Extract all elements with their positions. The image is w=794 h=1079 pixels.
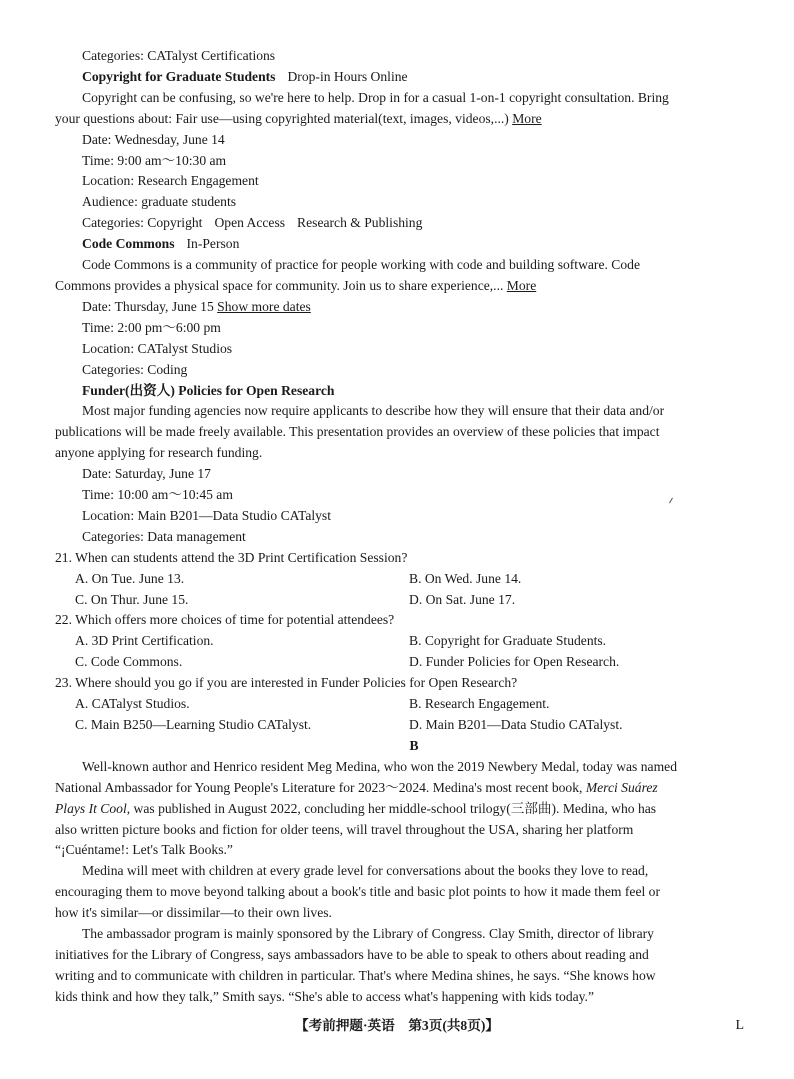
event-categories xyxy=(55,213,773,234)
category-copyright: Categories: Copyright xyxy=(82,215,203,231)
option-a: A. 3D Print Certification. xyxy=(75,633,214,649)
paper-version-label: L xyxy=(735,1018,744,1033)
question-options-row xyxy=(55,652,773,673)
passage-line: The ambassador program is mainly sponsored by the Library of Congress. Clay Smith, director of library xyxy=(82,926,654,942)
passage-line: how it's similar—or dissimilar—to their own lives. xyxy=(55,905,332,921)
event-location: Location: CATalyst Studios xyxy=(82,340,233,356)
question-options-row xyxy=(55,694,773,715)
option-b: B. Research Engagement. xyxy=(409,696,550,712)
passage-line: Medina will meet with children at every grade level for conversations about the books they love to read, xyxy=(82,863,649,879)
event-desc-line: Copyright can be confusing, so we're here to help. Drop in for a casual 1-on-1 copyright consultation. Bring xyxy=(82,89,669,105)
event-categories-certifications: Categories: CATalyst Certifications xyxy=(82,48,276,63)
more-link[interactable]: More xyxy=(512,110,542,126)
question-stem: 23. Where should you go if you are interested in Funder Policies for Open Research? xyxy=(55,675,518,691)
event-time: Time: 2:00 pm～6:00 pm xyxy=(82,319,221,335)
option-b: B. Copyright for Graduate Students. xyxy=(409,633,607,649)
passage-line xyxy=(55,778,773,799)
passage-line: encouraging them to move beyond talking about a book's title and basic plot points to how it made them feel or xyxy=(55,884,660,900)
event-title: Code Commons xyxy=(82,236,175,252)
question-options-row xyxy=(55,590,773,611)
event-audience: Audience: graduate students xyxy=(82,194,237,210)
question-stem: 22. Which offers more choices of time for potential attendees? xyxy=(55,612,395,628)
option-c: C. On Thur. June 15. xyxy=(75,591,189,607)
passage-line: “¡Cuéntame!: Let's Talk Books.” xyxy=(55,842,233,858)
event-location: Location: Research Engagement xyxy=(82,173,259,189)
question-options-row xyxy=(55,715,773,736)
event-title: Funder(出资人) Policies for Open Research xyxy=(82,382,335,398)
event-desc-line: anyone applying for research funding. xyxy=(55,445,263,461)
passage-line: also written picture books and fiction for older teens, will travel throughout the USA, sharing her platform xyxy=(55,821,634,837)
question-stem: 21. When can students attend the 3D Print Certification Session? xyxy=(55,549,408,565)
event-desc-line: publications will be made freely available. This presentation provides an overview of these policies that impact xyxy=(55,424,660,440)
event-date: Date: Saturday, June 17 xyxy=(82,466,211,482)
event-categories: Categories: Data management xyxy=(82,528,246,544)
question-options-row xyxy=(55,569,773,590)
more-link[interactable]: More xyxy=(506,277,537,293)
option-b: B. On Wed. June 14. xyxy=(409,570,522,586)
event-date xyxy=(55,297,773,318)
event-date-text: Date: Thursday, June 15 xyxy=(82,298,214,314)
question-options-row xyxy=(55,631,773,652)
event-heading-copyright xyxy=(55,67,773,88)
event-desc-line: Most major funding agencies now require applicants to describe how they will ensure that their data and/or xyxy=(82,403,665,419)
passage-text: , was published in August 2022, concluding her middle-school trilogy(三部曲). Medina, who has xyxy=(126,800,657,816)
event-categories: Categories: Coding xyxy=(82,361,188,377)
event-date: Date: Wednesday, June 14 xyxy=(82,131,225,147)
section-heading: B xyxy=(409,737,419,753)
category-research-publishing: Research & Publishing xyxy=(297,215,423,231)
passage-line: writing and to communicate with children in particular. That's where Medina shines, he says. “She knows how xyxy=(55,967,656,983)
option-d: D. Funder Policies for Open Research. xyxy=(409,654,620,670)
option-d: D. Main B201—Data Studio CATalyst. xyxy=(409,717,623,732)
passage-line: initiatives for the Library of Congress, says ambassadors have to be able to speak to others about reading and xyxy=(55,946,649,962)
event-time: Time: 10:00 am～10:45 am xyxy=(82,487,233,503)
book-title: Plays It Cool xyxy=(55,800,127,816)
passage-line: kids think and how they talk,” Smith says. “She's able to access what's happening with kids today.” xyxy=(55,988,594,1004)
event-desc-text: Commons provides a physical space for community. Join us to share experience,... xyxy=(55,277,504,293)
book-title: Merci Suárez xyxy=(585,779,658,795)
page-footer: 【考前押题·英语 第3页(共8页)】 xyxy=(295,1018,499,1033)
option-a: A. CATalyst Studios. xyxy=(75,696,190,712)
passage-text: National Ambassador for Young People's Literature for 2023～2024. Medina's most recent book, xyxy=(55,779,583,795)
event-desc-line xyxy=(55,276,773,297)
category-open-access: Open Access xyxy=(214,215,286,231)
option-c: C. Code Commons. xyxy=(75,654,183,670)
event-title: Copyright for Graduate Students xyxy=(82,68,276,84)
event-desc-line xyxy=(55,109,773,130)
event-location: Location: Main B201—Data Studio CATalyst xyxy=(82,507,332,523)
option-c: C. Main B250—Learning Studio CATalyst. xyxy=(75,717,312,732)
event-format: In-Person xyxy=(186,236,240,252)
event-heading-code-commons xyxy=(55,234,773,255)
show-more-dates-link[interactable]: Show more dates xyxy=(217,298,311,314)
event-desc-line: Code Commons is a community of practice for people working with code and building software. Code xyxy=(82,257,640,273)
page-content xyxy=(55,46,773,1008)
event-time: Time: 9:00 am～10:30 am xyxy=(82,152,227,168)
passage-line xyxy=(55,799,773,820)
option-d: D. On Sat. June 17. xyxy=(409,591,516,607)
event-format: Drop-in Hours Online xyxy=(287,68,408,84)
event-desc-text: your questions about: Fair use—using copyrighted material(text, images, videos,...) xyxy=(55,110,509,126)
option-a: A. On Tue. June 13. xyxy=(75,570,185,586)
passage-line: Well-known author and Henrico resident Meg Medina, who won the 2019 Newbery Medal, today was named xyxy=(82,758,677,774)
